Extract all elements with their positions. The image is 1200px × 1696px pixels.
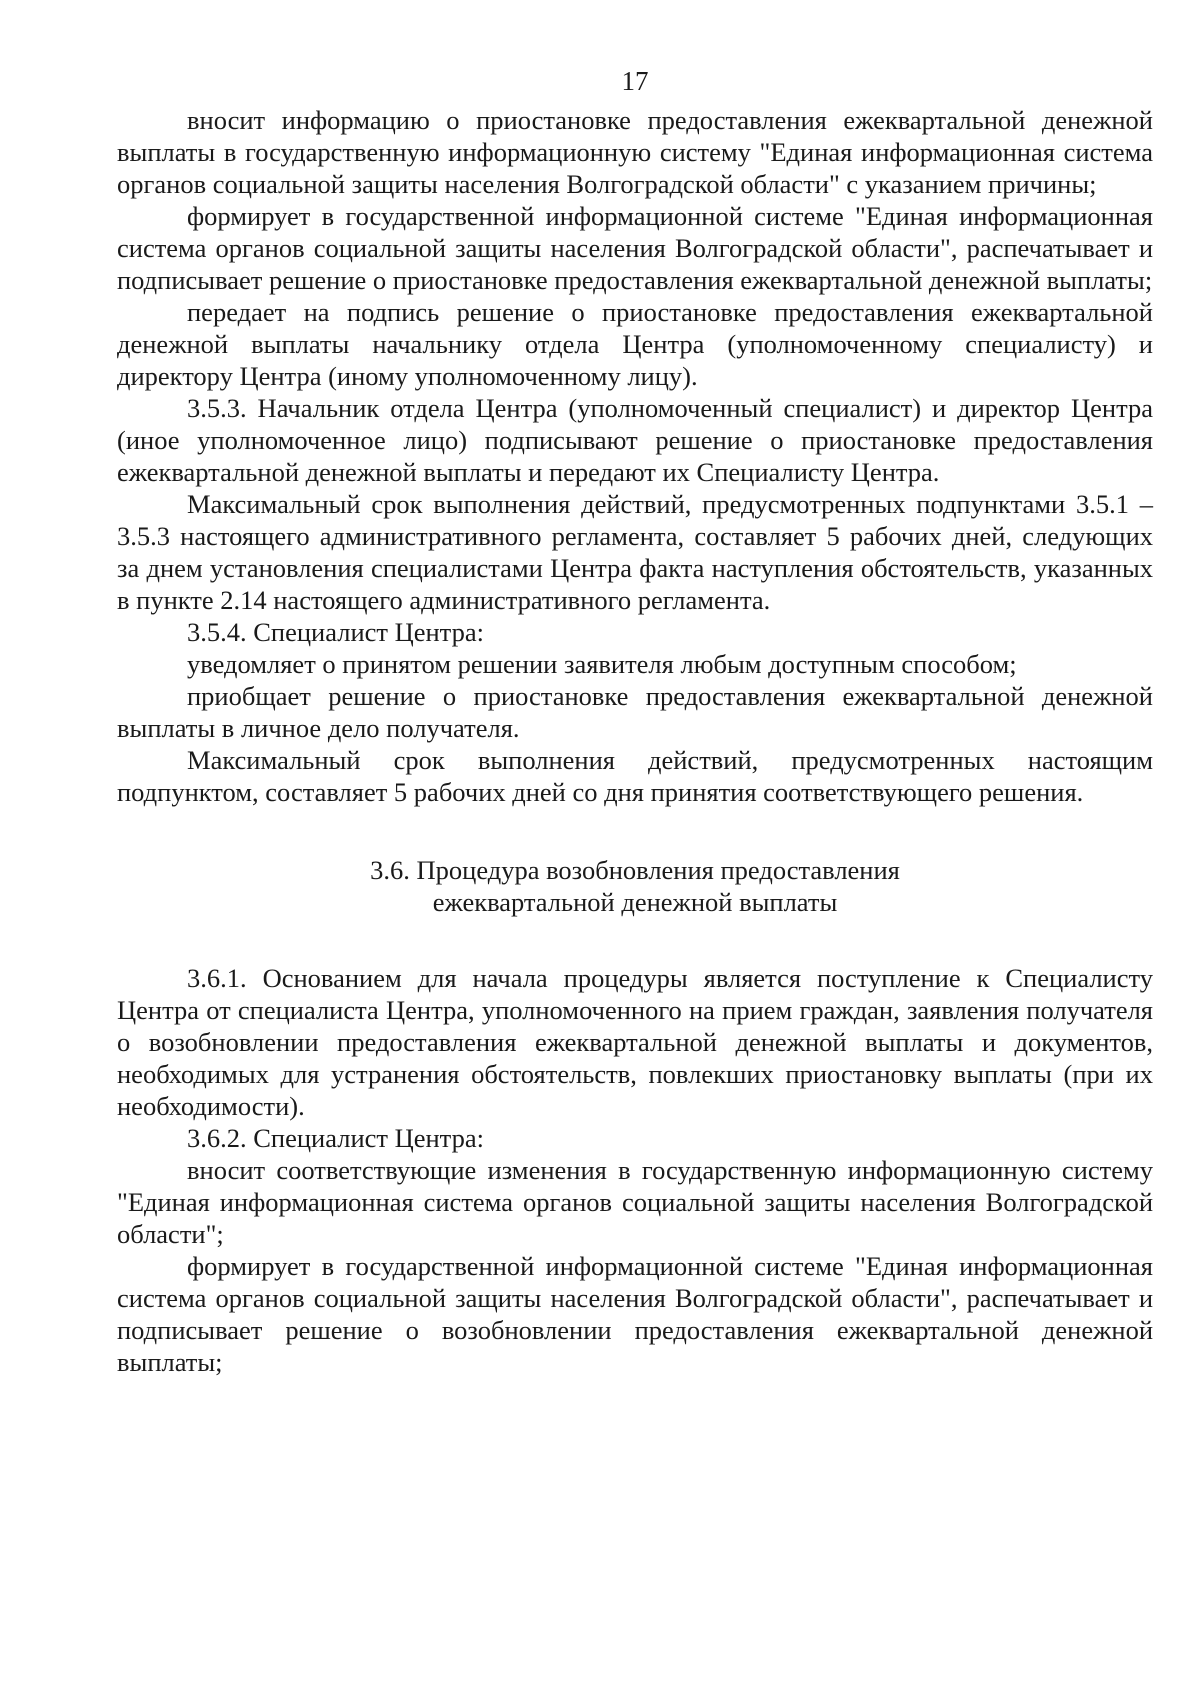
- paragraph: 3.6.2. Специалист Центра:: [187, 1123, 484, 1153]
- paragraph: Максимальный срок выполнения действий, предусмотренных настоящим подпунктом, составляет 5 рабочих дней со дня принятия соответствующего решения.: [117, 745, 1153, 807]
- page-number: 17: [621, 66, 649, 96]
- paragraph: формирует в государственной информационной системе "Единая информационная система органов социальной защиты населения Волгоградской области", распечатывает и подписывает решение о приостановке предоставления ежеквартальной денежной выплаты;: [117, 201, 1153, 295]
- paragraph: 3.6.1. Основанием для начала процедуры является поступление к Специалисту Центра от специалиста Центра, уполномоченного на прием граждан, заявления получателя о возобновлении предоставления ежеквартальной денежной выплаты и документов, необходимых для устранения обстоятельств, повлекших приостановку выплаты (при их необходимости).: [117, 963, 1153, 1121]
- paragraph: вносит информацию о приостановке предоставления ежеквартальной денежной выплаты в государственную информационную систему "Единая информационная система органов социальной защиты населения Волгоградской области" с указанием причины;: [117, 105, 1153, 199]
- section-heading-line-2: ежеквартальной денежной выплаты: [432, 887, 838, 917]
- section-heading: [117, 854, 1153, 918]
- paragraph: формирует в государственной информационной системе "Единая информационная система органов социальной защиты населения Волгоградской области", распечатывает и подписывает решение о возобновлении предоставления ежеквартальной денежной выплаты;: [117, 1251, 1153, 1377]
- paragraph: уведомляет о принятом решении заявителя любым доступным способом;: [187, 649, 1017, 679]
- paragraph: вносит соответствующие изменения в государственную информационную систему "Единая информационная система органов социальной защиты населения Волгоградской области";: [117, 1155, 1153, 1249]
- document-body: [117, 104, 1153, 1378]
- paragraph: передает на подпись решение о приостановке предоставления ежеквартальной денежной выплаты начальнику отдела Центра (уполномоченному специалисту) и директору Центра (иному уполномоченному лицу).: [117, 297, 1153, 391]
- paragraph: 3.5.3. Начальник отдела Центра (уполномоченный специалист) и директор Центра (иное уполномоченное лицо) подписывают решение о приостановке предоставления ежеквартальной денежной выплаты и передают их Специалисту Центра.: [117, 393, 1153, 487]
- paragraph: приобщает решение о приостановке предоставления ежеквартальной денежной выплаты в личное дело получателя.: [117, 681, 1153, 743]
- paragraph: 3.5.4. Специалист Центра:: [187, 617, 484, 647]
- paragraph: Максимальный срок выполнения действий, предусмотренных подпунктами 3.5.1 – 3.5.3 настоящего административного регламента, составляет 5 рабочих дней, следующих за днем установления специалистами Центра факта наступления обстоятельств, указанных в пункте 2.14 настоящего административного регламента.: [117, 489, 1153, 615]
- section-heading-line-1: 3.6. Процедура возобновления предоставления: [370, 855, 900, 885]
